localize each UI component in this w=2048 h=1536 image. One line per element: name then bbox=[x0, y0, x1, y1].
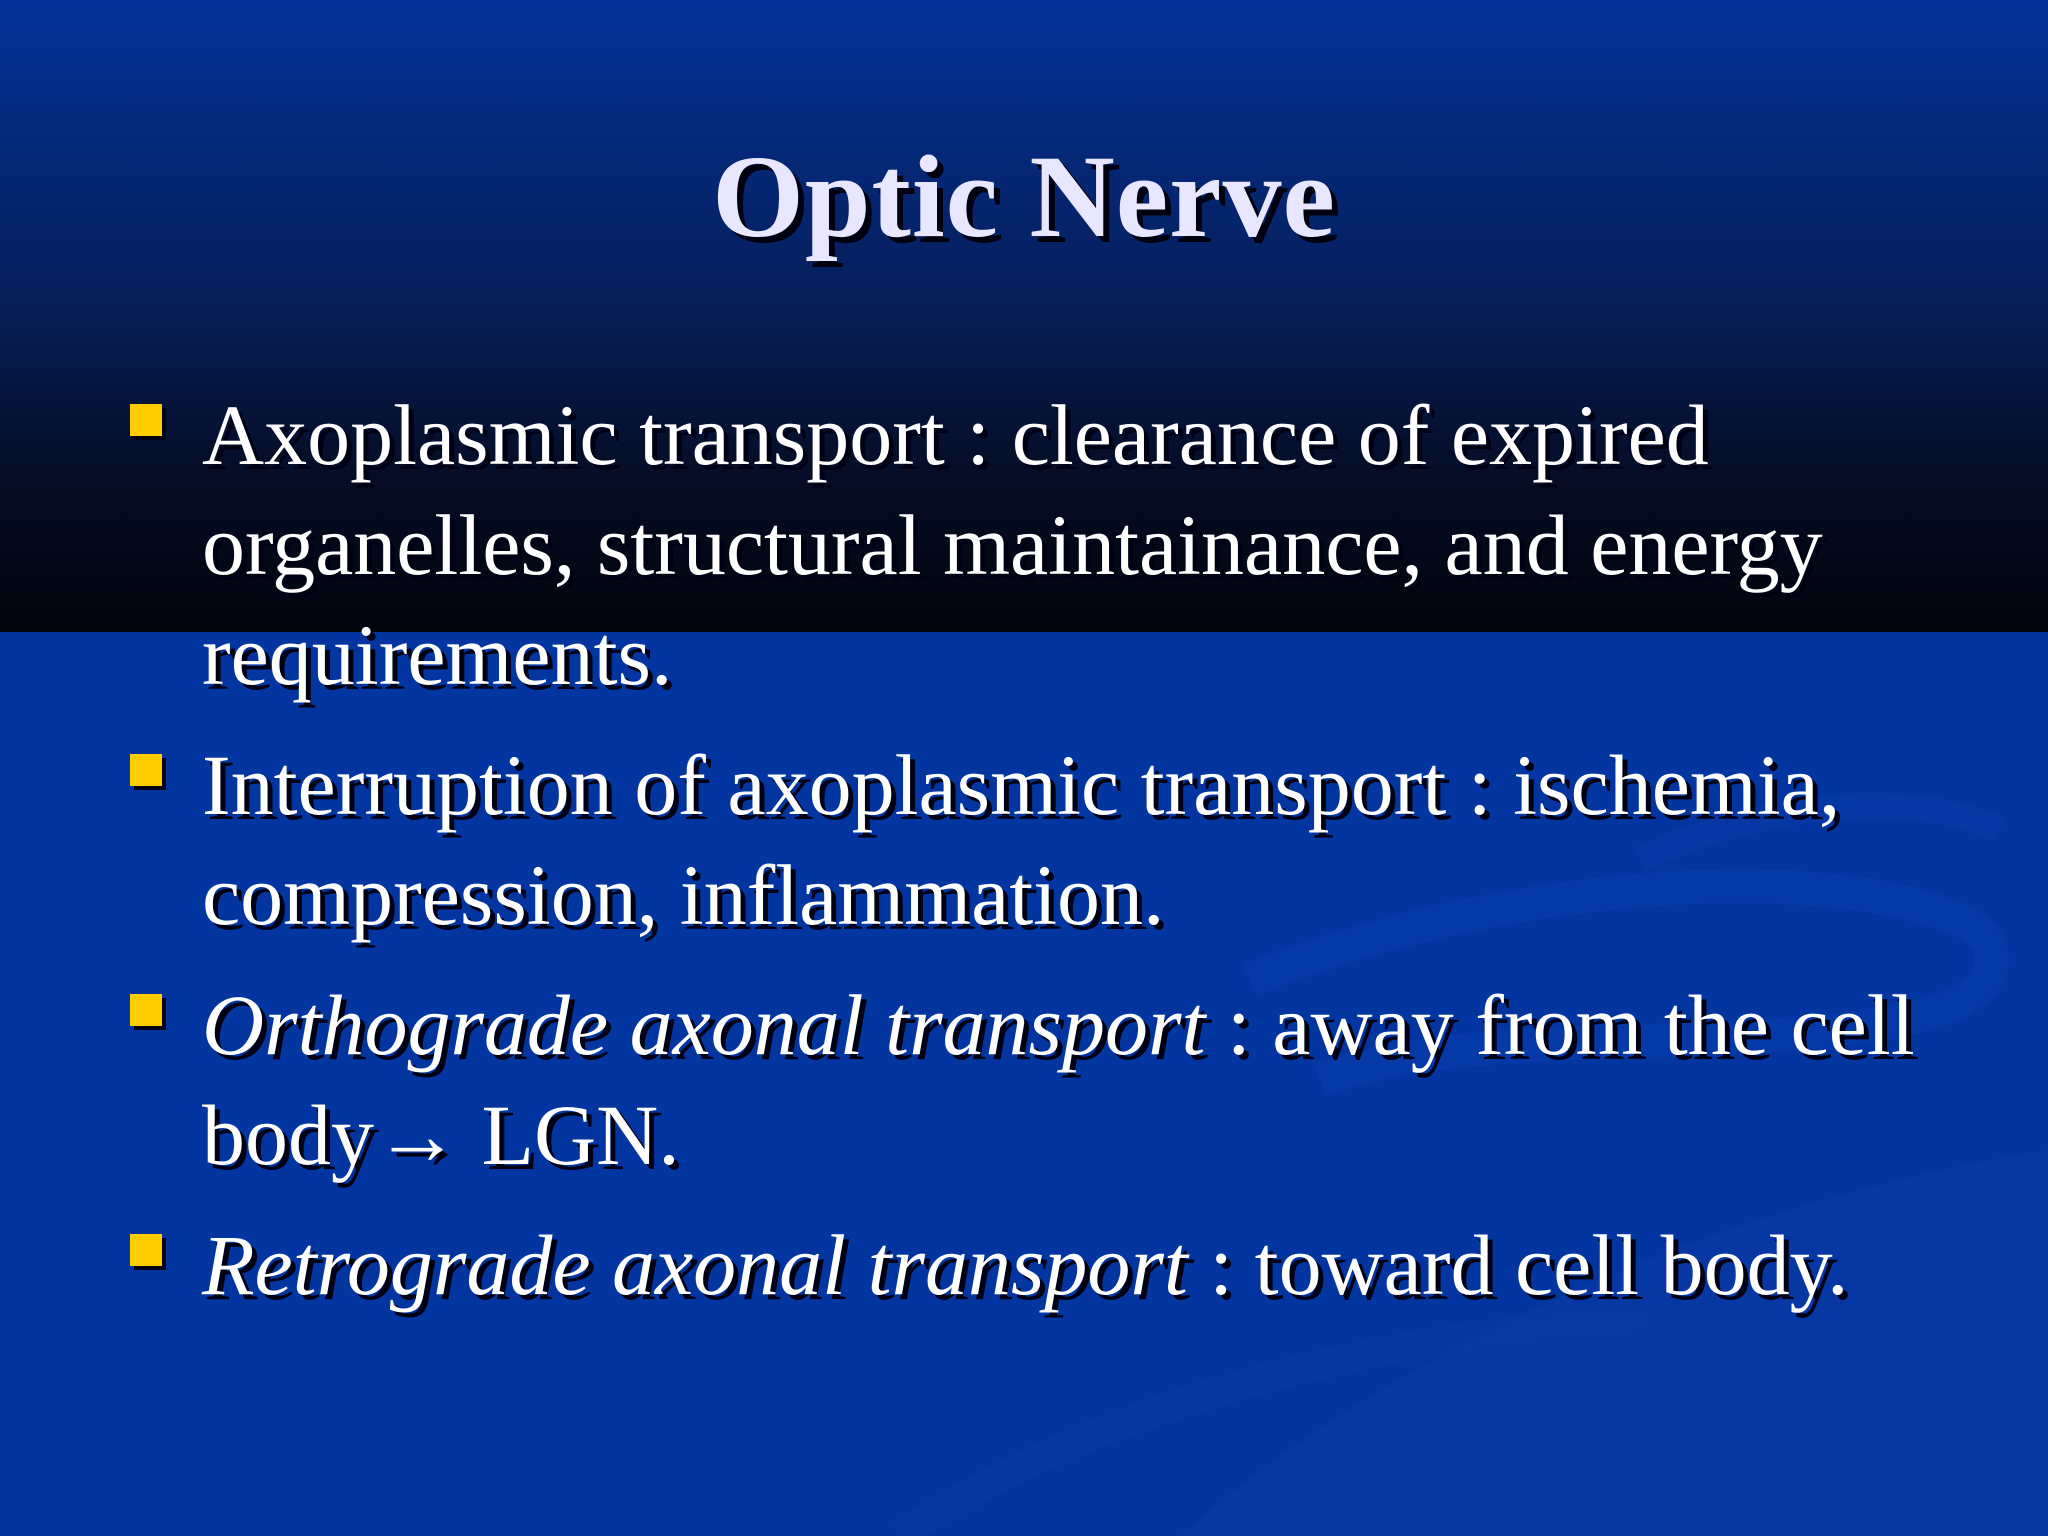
square-bullet-icon bbox=[130, 404, 162, 436]
bullet-list bbox=[126, 380, 1986, 1340]
bullet-text: Interruption of axoplasmic transport : ischemia, compression, inflammation. bbox=[202, 737, 1841, 943]
square-bullet-icon bbox=[130, 994, 162, 1026]
bullet-item bbox=[126, 970, 1986, 1190]
bullet-text: : away from the cell body→ LGN. bbox=[202, 977, 1915, 1183]
bullet-item bbox=[126, 1210, 1986, 1320]
bullet-italic-term: Orthograde axonal transport bbox=[202, 977, 1206, 1073]
square-bullet-icon bbox=[130, 754, 162, 786]
square-bullet-icon bbox=[130, 1234, 162, 1266]
bullet-item bbox=[126, 730, 1986, 950]
slide-title: Optic Nerve bbox=[712, 131, 1336, 262]
bullet-text: Axoplasmic transport : clearance of expired organelles, structural maintainance, and energy requirements. bbox=[202, 387, 1823, 703]
bullet-italic-term: Retrograde axonal transport bbox=[202, 1217, 1188, 1313]
bullet-item bbox=[126, 380, 1986, 710]
bullet-text: : toward cell body. bbox=[1187, 1217, 1849, 1313]
